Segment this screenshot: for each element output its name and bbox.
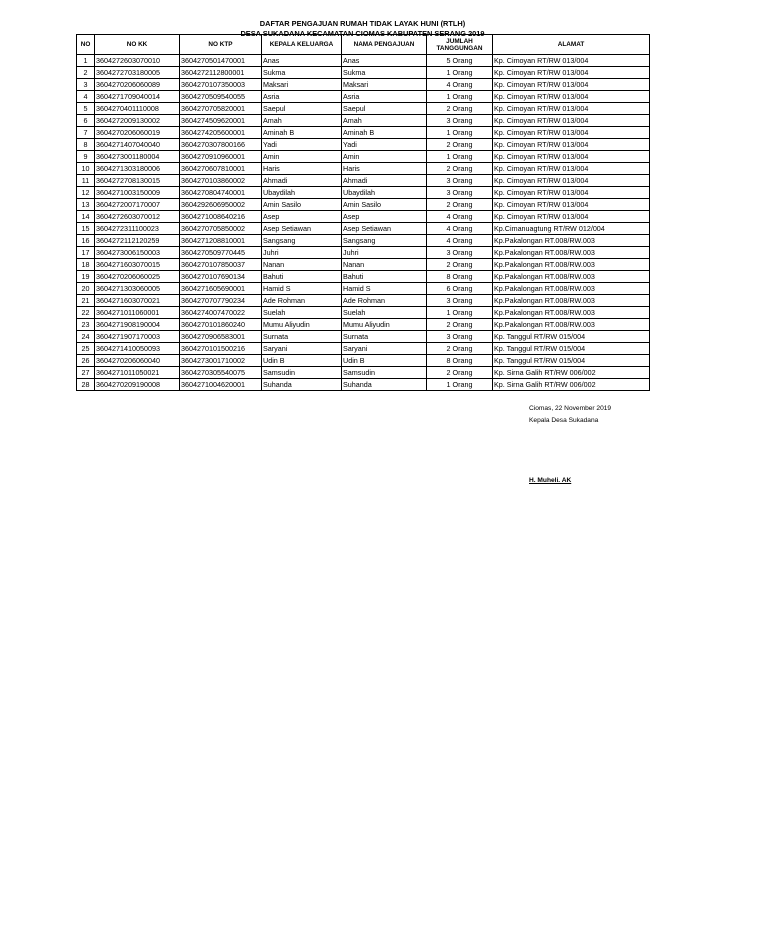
row-alamat: Kp.Pakalongan RT.008/RW.003 [493,295,650,307]
row-nama-pengajuan: Amah [342,115,427,127]
row-no-ktp: 3604271004620001 [180,379,262,391]
row-no: 25 [77,343,95,355]
row-alamat: Kp. Cimoyan RT/RW 013/004 [493,55,650,67]
table-row [77,91,650,103]
row-kepala-keluarga: Nanan [262,259,342,271]
row-no-ktp: 3604292606950002 [180,199,262,211]
row-alamat: Kp. Cimoyan RT/RW 013/004 [493,79,650,91]
document-subtitle: DESA SUKADANA KECAMATAN CIOMAS KABUPATEN SERANG 2019 [240,29,485,38]
row-kepala-keluarga: Samsudin [262,367,342,379]
table-row [77,295,650,307]
row-no-kk: 3604272603070012 [95,211,180,223]
row-jumlah-tanggungan: 3 Orang [427,331,493,343]
row-jumlah-tanggungan: 4 Orang [427,79,493,91]
signature-role: Kepala Desa Sukadana [529,417,599,424]
row-jumlah-tanggungan: 3 Orang [427,187,493,199]
row-no-ktp: 3604273001710002 [180,355,262,367]
table-row [77,271,650,283]
row-alamat: Kp.Pakalongan RT.008/RW.003 [493,319,650,331]
row-kepala-keluarga: Amin Sasilo [262,199,342,211]
row-nama-pengajuan: Ade Rohman [342,295,427,307]
row-no-ktp: 3604270906583001 [180,331,262,343]
row-alamat: Kp. Cimoyan RT/RW 013/004 [493,211,650,223]
row-nama-pengajuan: Hamid S [342,283,427,295]
row-jumlah-tanggungan: 4 Orang [427,235,493,247]
row-kepala-keluarga: Surnata [262,331,342,343]
table-row [77,235,650,247]
row-kepala-keluarga: Juhri [262,247,342,259]
row-jumlah-tanggungan: 8 Orang [427,355,493,367]
table-row [77,367,650,379]
row-no-kk: 3604270206060089 [95,79,180,91]
row-no: 22 [77,307,95,319]
row-no: 4 [77,91,95,103]
row-kepala-keluarga: Ade Rohman [262,295,342,307]
row-alamat: Kp. Cimoyan RT/RW 013/004 [493,91,650,103]
row-nama-pengajuan: Asep Setiawan [342,223,427,235]
table-row [77,211,650,223]
row-no: 26 [77,355,95,367]
row-no: 6 [77,115,95,127]
row-jumlah-tanggungan: 6 Orang [427,283,493,295]
row-no-kk: 3604271003150009 [95,187,180,199]
signature-place-date: Ciomas, 22 November 2019 [529,405,612,412]
row-no-kk: 3604272007170007 [95,199,180,211]
table-row [77,307,650,319]
row-no-kk: 3604271709040014 [95,91,180,103]
row-nama-pengajuan: Maksari [342,79,427,91]
table-row [77,175,650,187]
row-no-kk: 3604272708130015 [95,175,180,187]
row-no-kk: 3604271603070015 [95,259,180,271]
row-no: 21 [77,295,95,307]
row-kepala-keluarga: Asria [262,91,342,103]
row-jumlah-tanggungan: 4 Orang [427,223,493,235]
row-no: 28 [77,379,95,391]
row-nama-pengajuan: Sangsang [342,235,427,247]
row-jumlah-tanggungan: 1 Orang [427,307,493,319]
row-no: 24 [77,331,95,343]
row-alamat: Kp. Cimoyan RT/RW 013/004 [493,127,650,139]
table-header-row [77,35,650,55]
signature-name: H. Muheli. AK [529,477,572,484]
row-no: 3 [77,79,95,91]
row-no-kk: 3604272311100023 [95,223,180,235]
row-kepala-keluarga: Haris [262,163,342,175]
row-nama-pengajuan: Bahuti [342,271,427,283]
row-no-ktp: 3604270101500216 [180,343,262,355]
row-no-ktp: 3604270705820001 [180,103,262,115]
row-no-ktp: 3604270707790234 [180,295,262,307]
row-kepala-keluarga: Amin [262,151,342,163]
row-no-kk: 3604272009130002 [95,115,180,127]
row-kepala-keluarga: Anas [262,55,342,67]
row-jumlah-tanggungan: 2 Orang [427,103,493,115]
row-no-ktp: 3604270107850037 [180,259,262,271]
row-no-ktp: 3604270107690134 [180,271,262,283]
row-jumlah-tanggungan: 2 Orang [427,139,493,151]
table-row [77,79,650,91]
row-no-ktp: 3604270103860002 [180,175,262,187]
table-row [77,223,650,235]
row-jumlah-tanggungan: 1 Orang [427,127,493,139]
row-nama-pengajuan: Mumu Aliyudin [342,319,427,331]
row-jumlah-tanggungan: 2 Orang [427,319,493,331]
table-row [77,199,650,211]
header-kepala-keluarga: KEPALA KELUARGA [262,35,342,55]
row-alamat: Kp. Cimoyan RT/RW 013/004 [493,139,650,151]
row-no-kk: 3604271908190004 [95,319,180,331]
row-jumlah-tanggungan: 8 Orang [427,271,493,283]
row-no-kk: 3604270209190008 [95,379,180,391]
header-jumlah-tanggungan: JUMLAH TANGGUNGAN [427,35,493,55]
row-alamat: Kp.Pakalongan RT.008/RW.003 [493,307,650,319]
row-jumlah-tanggungan: 2 Orang [427,199,493,211]
row-no-ktp: 3604270509770445 [180,247,262,259]
row-no-kk: 3604271303060005 [95,283,180,295]
row-no: 17 [77,247,95,259]
row-no-ktp: 3604270705850002 [180,223,262,235]
row-jumlah-tanggungan: 1 Orang [427,91,493,103]
table-row [77,139,650,151]
row-jumlah-tanggungan: 3 Orang [427,295,493,307]
row-nama-pengajuan: Amin Sasilo [342,199,427,211]
row-alamat: Kp. Cimoyan RT/RW 013/004 [493,175,650,187]
row-alamat: Kp. Cimoyan RT/RW 013/004 [493,199,650,211]
row-kepala-keluarga: Hamid S [262,283,342,295]
row-nama-pengajuan: Juhri [342,247,427,259]
row-kepala-keluarga: Saepul [262,103,342,115]
row-nama-pengajuan: Saepul [342,103,427,115]
row-alamat: Kp. Cimoyan RT/RW 013/004 [493,67,650,79]
row-alamat: Kp.Cimanuagtung RT/RW 012/004 [493,223,650,235]
row-jumlah-tanggungan: 3 Orang [427,247,493,259]
row-no: 11 [77,175,95,187]
row-kepala-keluarga: Aminah B [262,127,342,139]
row-no-ktp: 3604270107350003 [180,79,262,91]
table-row [77,127,650,139]
row-no-kk: 3604271410050093 [95,343,180,355]
row-no-ktp: 3604274509620001 [180,115,262,127]
row-jumlah-tanggungan: 1 Orang [427,151,493,163]
row-jumlah-tanggungan: 2 Orang [427,343,493,355]
row-kepala-keluarga: Asep [262,211,342,223]
row-jumlah-tanggungan: 3 Orang [427,175,493,187]
row-jumlah-tanggungan: 1 Orang [427,67,493,79]
row-jumlah-tanggungan: 2 Orang [427,259,493,271]
table-row [77,259,650,271]
row-alamat: Kp.Pakalongan RT.008/RW.003 [493,247,650,259]
row-no-ktp: 3604270509540055 [180,91,262,103]
row-no-kk: 3604273006150003 [95,247,180,259]
row-jumlah-tanggungan: 5 Orang [427,55,493,67]
row-no: 19 [77,271,95,283]
row-no-kk: 3604271407040040 [95,139,180,151]
table-row [77,103,650,115]
row-nama-pengajuan: Yadi [342,139,427,151]
row-nama-pengajuan: Nanan [342,259,427,271]
rtlh-table [76,34,650,391]
row-kepala-keluarga: Bahuti [262,271,342,283]
row-nama-pengajuan: Ahmadi [342,175,427,187]
row-no: 7 [77,127,95,139]
row-no-ktp: 3604270804740001 [180,187,262,199]
row-nama-pengajuan: Udin B [342,355,427,367]
row-alamat: Kp.Pakalongan RT.008/RW.003 [493,271,650,283]
row-kepala-keluarga: Saryani [262,343,342,355]
row-no: 5 [77,103,95,115]
header-no-kk: NO KK [95,35,180,55]
row-alamat: Kp. Tanggul RT/RW 015/004 [493,343,650,355]
row-no-ktp: 3604270101860240 [180,319,262,331]
table-row [77,355,650,367]
document-title: DAFTAR PENGAJUAN RUMAH TIDAK LAYAK HUNI (RTLH) [259,19,466,28]
header-no-ktp: NO KTP [180,35,262,55]
row-jumlah-tanggungan: 2 Orang [427,367,493,379]
row-kepala-keluarga: Amah [262,115,342,127]
table-row [77,343,650,355]
row-no-kk: 3604270206060025 [95,271,180,283]
row-alamat: Kp. Cimoyan RT/RW 013/004 [493,163,650,175]
row-nama-pengajuan: Samsudin [342,367,427,379]
row-nama-pengajuan: Aminah B [342,127,427,139]
row-no: 14 [77,211,95,223]
row-alamat: Kp. Cimoyan RT/RW 013/004 [493,103,650,115]
table-row [77,319,650,331]
row-alamat: Kp. Tanggul RT/RW 015/004 [493,331,650,343]
row-no-kk: 3604271303180006 [95,163,180,175]
table-row [77,55,650,67]
row-no: 9 [77,151,95,163]
table-row [77,115,650,127]
row-no-ktp: 3604270305540075 [180,367,262,379]
row-no: 10 [77,163,95,175]
row-no: 13 [77,199,95,211]
row-no: 8 [77,139,95,151]
row-nama-pengajuan: Suhanda [342,379,427,391]
header-alamat: ALAMAT [493,35,650,55]
row-no-kk: 3604272703180005 [95,67,180,79]
row-alamat: Kp.Pakalongan RT.008/RW.003 [493,259,650,271]
row-jumlah-tanggungan: 3 Orang [427,115,493,127]
row-no-ktp: 3604271008640216 [180,211,262,223]
row-nama-pengajuan: Amin [342,151,427,163]
row-no-kk: 3604272603070010 [95,55,180,67]
header-nama-pengajuan: NAMA PENGAJUAN [342,35,427,55]
row-no-ktp: 3604270501470001 [180,55,262,67]
table-row [77,151,650,163]
row-no-kk: 3604271603070021 [95,295,180,307]
table-row [77,331,650,343]
row-nama-pengajuan: Haris [342,163,427,175]
row-nama-pengajuan: Anas [342,55,427,67]
row-no-ktp: 3604270307800166 [180,139,262,151]
row-alamat: Kp. Cimoyan RT/RW 013/004 [493,115,650,127]
row-no-kk: 3604273001180004 [95,151,180,163]
row-no-kk: 3604271011060001 [95,307,180,319]
row-kepala-keluarga: Mumu Aliyudin [262,319,342,331]
row-alamat: Kp.Pakalongan RT.008/RW.003 [493,235,650,247]
row-no: 1 [77,55,95,67]
row-alamat: Kp.Pakalongan RT.008/RW.003 [493,283,650,295]
row-no: 16 [77,235,95,247]
row-kepala-keluarga: Udin B [262,355,342,367]
row-no-kk: 3604270401110008 [95,103,180,115]
row-no-kk: 3604270206060040 [95,355,180,367]
row-alamat: Kp. Tanggul RT/RW 015/004 [493,355,650,367]
row-no-ktp: 3604270910960001 [180,151,262,163]
row-no: 18 [77,259,95,271]
table-row [77,163,650,175]
row-kepala-keluarga: Yadi [262,139,342,151]
row-no-kk: 3604270206060019 [95,127,180,139]
row-kepala-keluarga: Ahmadi [262,175,342,187]
row-nama-pengajuan: Surnata [342,331,427,343]
table-row [77,283,650,295]
row-alamat: Kp. Cimoyan RT/RW 013/004 [493,151,650,163]
row-no-kk: 3604272112120259 [95,235,180,247]
row-kepala-keluarga: Sukma [262,67,342,79]
row-no-ktp: 3604272112800001 [180,67,262,79]
row-no: 15 [77,223,95,235]
row-no: 20 [77,283,95,295]
row-no-ktp: 3604274007470022 [180,307,262,319]
row-nama-pengajuan: Suelah [342,307,427,319]
table-row [77,379,650,391]
row-kepala-keluarga: Sangsang [262,235,342,247]
row-no-kk: 3604271011050021 [95,367,180,379]
row-no: 2 [77,67,95,79]
row-alamat: Kp. Sirna Galih RT/RW 006/002 [493,367,650,379]
row-no: 23 [77,319,95,331]
row-kepala-keluarga: Ubaydilah [262,187,342,199]
row-no: 27 [77,367,95,379]
row-kepala-keluarga: Maksari [262,79,342,91]
row-no-kk: 3604271907170003 [95,331,180,343]
row-no-ktp: 3604270607810001 [180,163,262,175]
row-jumlah-tanggungan: 1 Orang [427,379,493,391]
row-kepala-keluarga: Suelah [262,307,342,319]
row-alamat: Kp. Sirna Galih RT/RW 006/002 [493,379,650,391]
row-no-ktp: 3604271208810001 [180,235,262,247]
table-row [77,67,650,79]
table-row [77,247,650,259]
row-nama-pengajuan: Asria [342,91,427,103]
row-nama-pengajuan: Sukma [342,67,427,79]
row-kepala-keluarga: Asep Setiawan [262,223,342,235]
row-nama-pengajuan: Asep [342,211,427,223]
row-alamat: Kp. Cimoyan RT/RW 013/004 [493,187,650,199]
row-no-ktp: 3604271605690001 [180,283,262,295]
header-no: NO [77,35,95,55]
row-nama-pengajuan: Ubaydilah [342,187,427,199]
row-nama-pengajuan: Saryani [342,343,427,355]
row-kepala-keluarga: Suhanda [262,379,342,391]
row-jumlah-tanggungan: 2 Orang [427,163,493,175]
row-jumlah-tanggungan: 4 Orang [427,211,493,223]
table-row [77,187,650,199]
row-no-ktp: 3604274205600001 [180,127,262,139]
row-no: 12 [77,187,95,199]
